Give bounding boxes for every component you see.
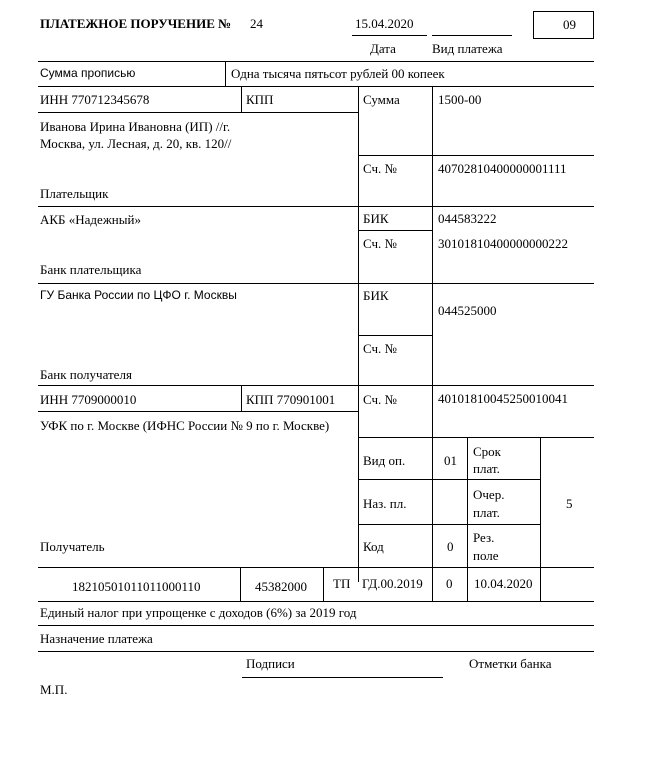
- document-title: ПЛАТЕЖНОЕ ПОРУЧЕНИЕ №: [40, 16, 232, 31]
- payment-type-underline: [432, 35, 512, 36]
- vid-op-value: 01: [444, 453, 457, 468]
- date-underline: [352, 35, 427, 36]
- recipient-label: Получатель: [40, 539, 105, 554]
- payer-bank-bik-label: БИК: [363, 211, 389, 226]
- payer-label: Плательщик: [40, 186, 109, 201]
- kod-label: Код: [363, 539, 384, 554]
- rez-label-1: Рез.: [473, 530, 495, 545]
- ocher-value: 5: [566, 496, 573, 511]
- payer-bank-bik-value: 044583222: [438, 211, 497, 226]
- signature-line: [242, 677, 443, 678]
- form-code: 09: [563, 17, 576, 32]
- bank-marks-label: Отметки банка: [469, 656, 552, 671]
- payment-type-label: Вид платежа: [432, 41, 503, 56]
- naz-pl-label: Наз. пл.: [363, 496, 407, 511]
- recipient-bank-bik-label: БИК: [363, 288, 389, 303]
- amount-words-value: Одна тысяча пятьсот рублей 00 копеек: [231, 66, 445, 81]
- recipient-account-label: Сч. №: [363, 392, 397, 407]
- oktmo-value: 45382000: [255, 579, 307, 594]
- payer-account-value: 40702810400000001111: [438, 161, 567, 176]
- amount-words-label: Сумма прописью: [40, 66, 136, 80]
- purpose-text: Единый налог при упрощенке с доходов (6%) за 2019 год: [40, 605, 357, 620]
- period-value: ГД.00.2019: [362, 576, 423, 591]
- sum-value: 1500-00: [438, 92, 482, 107]
- kod-value: 0: [447, 539, 454, 554]
- rez-label-2: поле: [473, 548, 499, 563]
- document-date: 15.04.2020: [355, 16, 414, 31]
- payer-name-line1: Иванова Ирина Ивановна (ИП) //г.: [40, 119, 231, 134]
- purpose-label: Назначение платежа: [40, 631, 153, 646]
- document-number: 24: [250, 16, 263, 31]
- kbk-value: 18210501011011000110: [72, 579, 201, 594]
- date-label: Дата: [370, 41, 396, 56]
- vid-op-label: Вид оп.: [363, 453, 406, 468]
- ocher-label-1: Очер.: [473, 487, 505, 502]
- stamp-label: М.П.: [40, 682, 68, 697]
- payer-bank-label: Банк плательщика: [40, 262, 142, 277]
- recipient-kpp: КПП 770901001: [246, 392, 336, 407]
- payer-bank-account-value: 30101810400000000222: [438, 236, 568, 251]
- recipient-account-value: 40101810045250010041: [438, 391, 568, 406]
- sum-label: Сумма: [363, 92, 400, 107]
- payer-bank-account-label: Сч. №: [363, 236, 397, 251]
- recipient-bank-name: ГУ Банка России по ЦФО г. Москвы: [40, 288, 237, 302]
- recipient-name: УФК по г. Москве (ИФНС России № 9 по г. Москве): [40, 418, 330, 433]
- payer-name-line2: Москва, ул. Лесная, д. 20, кв. 120//: [40, 136, 232, 151]
- ocher-label-2: плат.: [473, 505, 500, 520]
- signatures-label: Подписи: [246, 656, 295, 671]
- payer-kpp: КПП: [246, 92, 274, 107]
- recipient-inn: ИНН 7709000010: [40, 392, 137, 407]
- doc-date-value: 10.04.2020: [474, 576, 533, 591]
- srok-label-1: Срок: [473, 444, 501, 459]
- payer-account-label: Сч. №: [363, 161, 397, 176]
- payer-inn: ИНН 770712345678: [40, 92, 150, 107]
- recipient-bank-label: Банк получателя: [40, 367, 132, 382]
- recipient-bank-bik-value: 044525000: [438, 303, 497, 318]
- recipient-bank-account-label: Сч. №: [363, 341, 397, 356]
- basis-value: ТП: [333, 576, 351, 591]
- payer-bank-name: АКБ «Надежный»: [40, 212, 141, 227]
- doc-number-value: 0: [446, 576, 453, 591]
- srok-label-2: плат.: [473, 461, 500, 476]
